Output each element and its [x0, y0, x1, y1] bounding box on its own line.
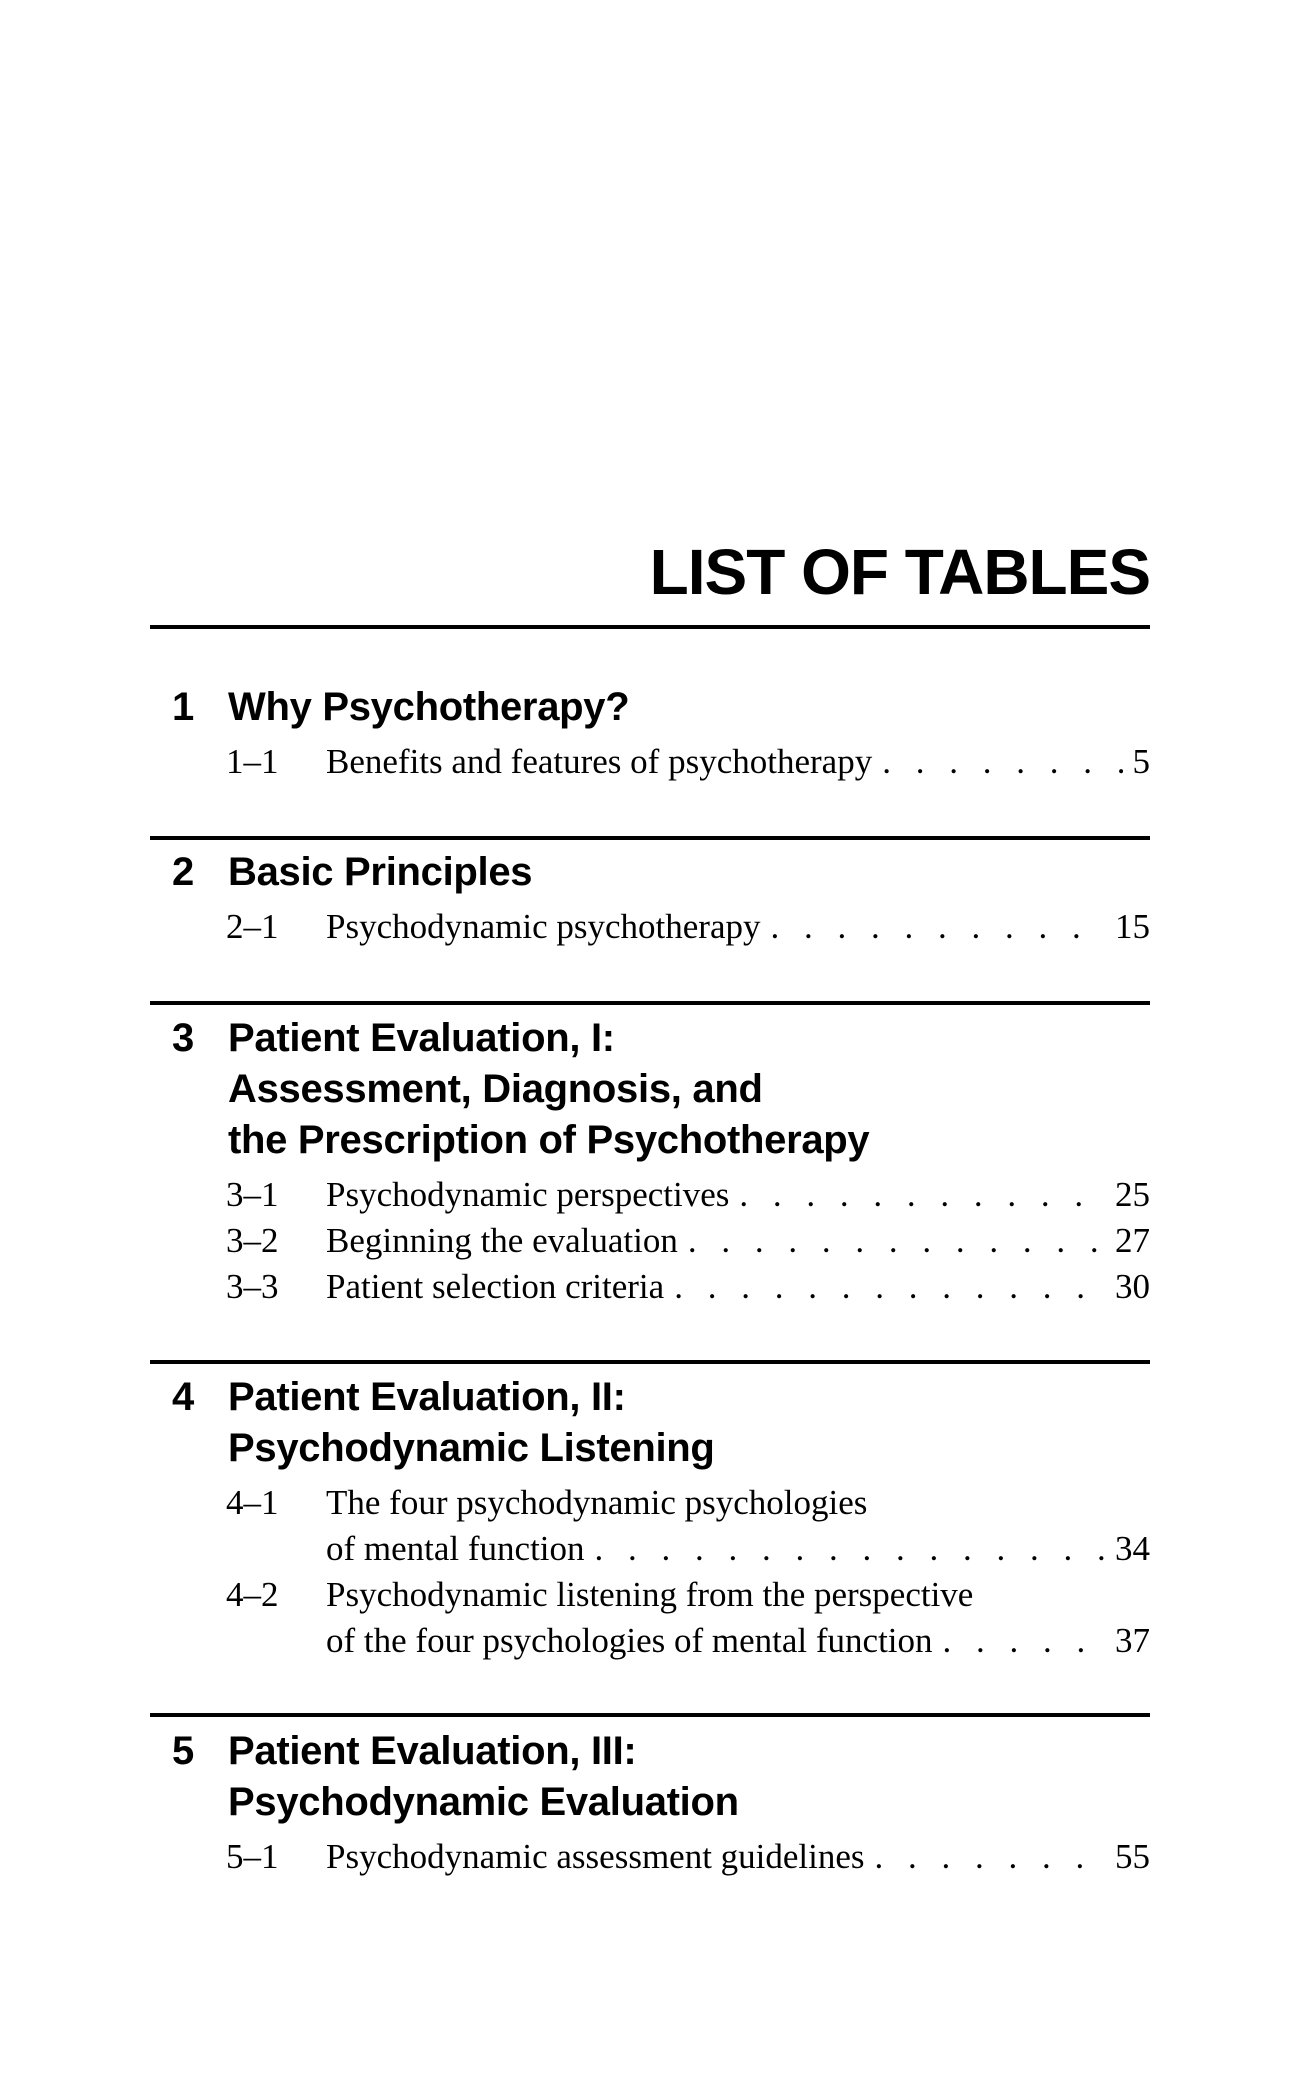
page-number: 15: [1115, 907, 1150, 946]
chapter-heading[interactable]: [150, 847, 1150, 898]
table-entry[interactable]: [150, 1264, 1150, 1310]
table-number: 4–1: [226, 1483, 279, 1522]
table-entry[interactable]: [150, 1572, 1150, 1664]
chapter-heading[interactable]: [150, 682, 1150, 733]
dot-leader: [882, 739, 1122, 785]
chapter-number: 3: [172, 1016, 194, 1060]
title-rule: [150, 625, 1150, 629]
chapter-title: Patient Evaluation, III: Psychodynamic Evaluation: [228, 1729, 739, 1824]
table-title: Psychodynamic assessment guidelines: [326, 1837, 865, 1876]
chapter-number: 4: [172, 1375, 194, 1419]
table-number: 4–2: [226, 1575, 279, 1614]
page-number: 37: [1115, 1621, 1150, 1660]
chapter-title: Why Psychotherapy?: [228, 685, 630, 729]
table-list: [150, 1834, 1150, 1880]
dot-leader: [943, 1618, 1105, 1664]
chapter-number: 5: [172, 1729, 194, 1773]
table-title-continued: of mental function: [326, 1529, 585, 1568]
table-title: Beginning the evaluation: [326, 1221, 678, 1260]
page-number: 5: [1132, 742, 1150, 781]
table-entry[interactable]: [150, 904, 1150, 950]
table-list: [150, 1172, 1150, 1310]
table-number: 5–1: [226, 1837, 279, 1876]
table-entry[interactable]: [150, 1218, 1150, 1264]
table-number: 1–1: [226, 742, 279, 781]
table-title: Psychodynamic perspectives: [326, 1175, 730, 1214]
section-rule: [150, 1713, 1150, 1717]
table-list: [150, 739, 1150, 785]
chapter-heading[interactable]: [150, 1013, 1150, 1166]
chapter-title: Patient Evaluation, I: Assessment, Diagnosis, and the Prescription of Psychotherapy: [228, 1016, 870, 1162]
chapter-section: [150, 682, 1150, 785]
table-entry[interactable]: [150, 1834, 1150, 1880]
dot-leader: [595, 1526, 1105, 1572]
chapter-section: [150, 847, 1150, 950]
table-list: [150, 904, 1150, 950]
chapter-section: [150, 1372, 1150, 1664]
table-title: Patient selection criteria: [326, 1267, 665, 1306]
table-list: [150, 1480, 1150, 1664]
dot-leader: [739, 1172, 1105, 1218]
table-title-continued: of the four psychologies of mental function: [326, 1621, 933, 1660]
table-number: 3–1: [226, 1175, 279, 1214]
page-number: 30: [1115, 1267, 1150, 1306]
chapter-section: [150, 1013, 1150, 1310]
chapter-title: Patient Evaluation, II: Psychodynamic Listening: [228, 1375, 715, 1470]
chapter-title: Basic Principles: [228, 850, 533, 894]
table-title: Psychodynamic listening from the perspective: [326, 1575, 974, 1614]
chapter-number: 1: [172, 685, 194, 729]
table-title: The four psychodynamic psychologies: [326, 1483, 868, 1522]
table-number: 2–1: [226, 907, 279, 946]
section-rule: [150, 836, 1150, 840]
chapter-heading[interactable]: [150, 1726, 1150, 1828]
page-number: 55: [1115, 1837, 1150, 1876]
table-entry[interactable]: [150, 1172, 1150, 1218]
dot-leader: [688, 1218, 1105, 1264]
chapter-section: [150, 1726, 1150, 1880]
section-rule: [150, 1001, 1150, 1005]
table-title: Psychodynamic psychotherapy: [326, 907, 761, 946]
dot-leader: [674, 1264, 1105, 1310]
table-number: 3–2: [226, 1221, 279, 1260]
page-number: 27: [1115, 1221, 1150, 1260]
dot-leader: [875, 1834, 1105, 1880]
chapter-heading[interactable]: [150, 1372, 1150, 1474]
chapter-number: 2: [172, 850, 194, 894]
section-rule: [150, 1360, 1150, 1364]
table-entry[interactable]: [150, 1480, 1150, 1572]
table-entry[interactable]: [150, 739, 1150, 785]
page-number: 25: [1115, 1175, 1150, 1214]
table-title: Benefits and features of psychotherapy: [326, 742, 873, 781]
table-number: 3–3: [226, 1267, 279, 1306]
page-title: LIST OF TABLES: [649, 536, 1150, 608]
page-number: 34: [1115, 1529, 1150, 1568]
dot-leader: [771, 904, 1106, 950]
